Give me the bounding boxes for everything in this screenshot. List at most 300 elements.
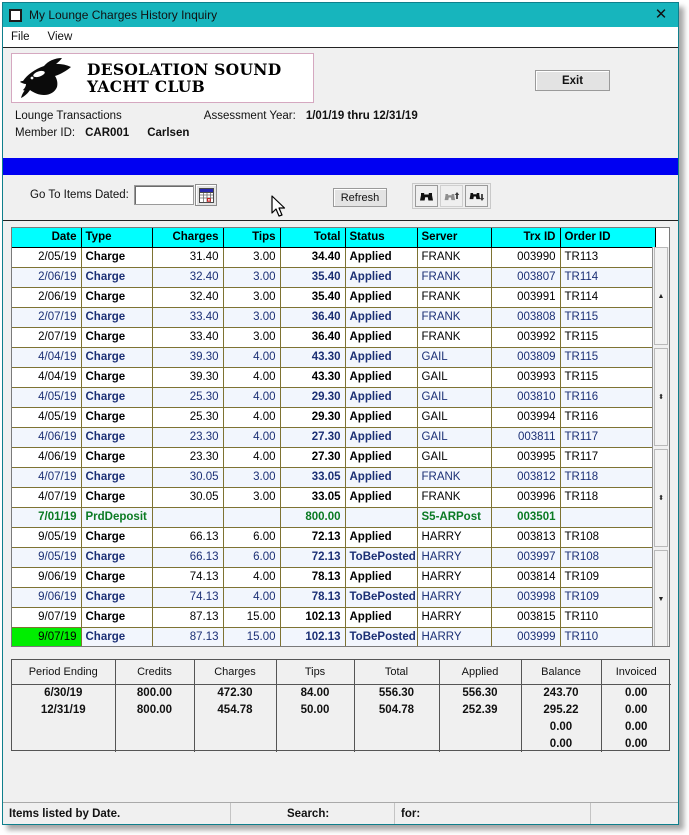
cell-tips: 4.00 [223, 567, 280, 587]
blue-divider-band [3, 158, 678, 175]
table-row[interactable] [12, 267, 655, 287]
cell-server: FRANK [417, 487, 491, 507]
cell-status: Applied [345, 487, 417, 507]
summary-table [12, 660, 671, 752]
status-for-label: for: [395, 803, 591, 824]
summary-cell-period: 6/30/19 [12, 684, 115, 701]
scroll-page-up-segment[interactable] [654, 348, 668, 446]
cell-charges: 87.13 [152, 607, 223, 627]
table-row[interactable] [12, 367, 655, 387]
cell-tips: 4.00 [223, 427, 280, 447]
status-message: Items listed by Date. [3, 803, 231, 824]
cell-date: 7/01/19 [12, 507, 81, 527]
cell-order-id: TR118 [560, 487, 655, 507]
grid-vertical-scrollbar[interactable] [652, 247, 669, 646]
scroll-down-arrow-icon: ▼ [657, 595, 665, 603]
find-previous-button[interactable] [440, 185, 463, 207]
cell-charges: 25.30 [152, 387, 223, 407]
cell-total: 29.30 [280, 387, 345, 407]
cell-date: 9/06/19 [12, 587, 81, 607]
cell-tips: 4.00 [223, 587, 280, 607]
binoculars-icon [419, 190, 434, 203]
calendar-icon [199, 188, 214, 203]
table-row[interactable] [12, 527, 655, 547]
find-button-group [412, 183, 491, 209]
summary-cell-invoiced: 0.00 [625, 737, 648, 750]
cell-total: 36.40 [280, 307, 345, 327]
window-restore-icon[interactable] [9, 9, 22, 22]
cell-order-id: TR115 [560, 307, 655, 327]
cell-date: 2/07/19 [12, 327, 81, 347]
cell-charges: 32.40 [152, 267, 223, 287]
summary-header-tips: Tips [276, 660, 354, 684]
summary-cell-tips [276, 718, 354, 735]
cell-trx-id: 003810 [491, 387, 560, 407]
cell-charges: 31.40 [152, 247, 223, 267]
summary-header-total: Total [354, 660, 439, 684]
cell-tips: 4.00 [223, 387, 280, 407]
cell-date: 4/05/19 [12, 407, 81, 427]
window-title: My Lounge Charges History Inquiry [29, 8, 218, 22]
summary-row [12, 718, 671, 735]
cell-date: 4/05/19 [12, 387, 81, 407]
cell-status: Applied [345, 367, 417, 387]
cell-server: GAIL [417, 367, 491, 387]
close-icon[interactable]: ✕ [654, 6, 668, 23]
cell-tips: 4.00 [223, 447, 280, 467]
cell-total: 34.40 [280, 247, 345, 267]
scroll-up-arrow-icon: ▲ [657, 292, 665, 300]
member-name: Carlsen [147, 127, 190, 139]
cell-type: Charge [81, 547, 152, 567]
table-body [12, 247, 655, 647]
cell-date: 4/06/19 [12, 447, 81, 467]
cell-status: Applied [345, 287, 417, 307]
cell-trx-id: 003813 [491, 527, 560, 547]
cell-order-id: TR116 [560, 387, 655, 407]
cell-total: 78.13 [280, 587, 345, 607]
summary-row [12, 684, 671, 701]
cell-trx-id: 003807 [491, 267, 560, 287]
cell-server: FRANK [417, 267, 491, 287]
cell-type: Charge [81, 467, 152, 487]
column-header-tips[interactable]: Tips [223, 228, 280, 247]
cell-server: HARRY [417, 587, 491, 607]
club-logo [11, 53, 314, 103]
cell-total: 102.13 [280, 627, 345, 647]
cell-date: 4/04/19 [12, 367, 81, 387]
transactions-table [12, 228, 656, 647]
club-name [87, 61, 282, 96]
summary-cell-credits [115, 735, 194, 752]
menu-bar [3, 27, 678, 48]
refresh-button[interactable]: Refresh [333, 188, 387, 207]
cell-date: 9/07/19 [12, 607, 81, 627]
cell-type: Charge [81, 327, 152, 347]
cell-status: ToBePosted [345, 587, 417, 607]
column-header-status[interactable]: Status [345, 228, 417, 247]
column-header-trx-id[interactable]: Trx ID [491, 228, 560, 247]
summary-body [12, 684, 671, 752]
cell-server: GAIL [417, 347, 491, 367]
summary-cell-invoiced: 0.00 [625, 703, 648, 716]
table-row[interactable] [12, 547, 655, 567]
cell-type: Charge [81, 387, 152, 407]
cell-server: FRANK [417, 287, 491, 307]
status-extra [591, 803, 678, 824]
find-button[interactable] [415, 185, 438, 207]
cell-server: GAIL [417, 407, 491, 427]
cell-trx-id: 003990 [491, 247, 560, 267]
transactions-label: Lounge Transactions [15, 110, 122, 122]
summary-cell-charges: 454.78 [194, 701, 276, 718]
cell-date: 4/07/19 [12, 487, 81, 507]
cell-date: 9/05/19 [12, 547, 81, 567]
cell-type: Charge [81, 527, 152, 547]
club-name-line2: YACHT CLUB [87, 77, 206, 96]
summary-cell-tips [276, 735, 354, 752]
calendar-picker-button[interactable] [195, 184, 217, 206]
cell-trx-id: 003811 [491, 427, 560, 447]
cell-trx-id: 003996 [491, 487, 560, 507]
table-row[interactable] [12, 247, 655, 267]
scroll-page-up-icon: ⬍ [658, 394, 664, 401]
header-band [3, 48, 678, 158]
cell-order-id: TR118 [560, 467, 655, 487]
cell-charges: 33.40 [152, 307, 223, 327]
table-row[interactable] [12, 327, 655, 347]
cell-status [345, 507, 417, 527]
table-row[interactable] [12, 507, 655, 527]
cell-tips: 4.00 [223, 367, 280, 387]
cell-type: Charge [81, 367, 152, 387]
cell-status: Applied [345, 447, 417, 467]
goto-date-label: Go To Items Dated: [30, 189, 129, 201]
summary-cell-applied [439, 718, 521, 735]
cell-status: Applied [345, 427, 417, 447]
cell-tips: 3.00 [223, 247, 280, 267]
cell-date: 9/07/19 [12, 627, 81, 647]
cell-order-id: TR110 [560, 607, 655, 627]
cell-status: ToBePosted [345, 547, 417, 567]
table-row[interactable] [12, 387, 655, 407]
cell-tips: 3.00 [223, 267, 280, 287]
cell-tips: 3.00 [223, 287, 280, 307]
cell-order-id: TR109 [560, 567, 655, 587]
column-header-charges[interactable]: Charges [152, 228, 223, 247]
exit-button[interactable]: Exit [535, 70, 610, 91]
summary-cell-total: 556.30 [354, 684, 439, 701]
summary-cell-period [12, 718, 115, 735]
member-info [15, 110, 418, 144]
cell-trx-id: 003501 [491, 507, 560, 527]
table-row[interactable] [12, 467, 655, 487]
cell-charges [152, 507, 223, 527]
cell-server: HARRY [417, 567, 491, 587]
cell-type: Charge [81, 307, 152, 327]
cell-total: 33.05 [280, 487, 345, 507]
summary-cell-credits: 800.00 [115, 684, 194, 701]
cell-total: 35.40 [280, 267, 345, 287]
cell-type: Charge [81, 287, 152, 307]
cell-type: Charge [81, 347, 152, 367]
club-name-line1: DESOLATION SOUND [87, 59, 282, 79]
cell-order-id: TR115 [560, 347, 655, 367]
cell-total: 72.13 [280, 527, 345, 547]
title-bar [3, 3, 678, 27]
cell-status: Applied [345, 567, 417, 587]
cell-tips: 15.00 [223, 627, 280, 647]
cell-server: FRANK [417, 247, 491, 267]
cell-tips: 15.00 [223, 607, 280, 627]
cell-type: Charge [81, 487, 152, 507]
assessment-year-label: Assessment Year: [203, 110, 296, 122]
cell-charges: 74.13 [152, 587, 223, 607]
cell-order-id: TR113 [560, 247, 655, 267]
summary-cell-period: 12/31/19 [12, 701, 115, 718]
cell-total: 33.05 [280, 467, 345, 487]
summary-cell-applied [439, 735, 521, 752]
summary-cell-tips: 84.00 [276, 684, 354, 701]
summary-cell-charges [194, 735, 276, 752]
cell-type: Charge [81, 607, 152, 627]
cell-server: HARRY [417, 607, 491, 627]
summary-cell-tips: 50.00 [276, 701, 354, 718]
cell-tips: 6.00 [223, 547, 280, 567]
cell-date: 9/05/19 [12, 527, 81, 547]
scroll-page-down-segment[interactable] [654, 449, 668, 547]
cell-tips: 4.00 [223, 347, 280, 367]
cell-tips: 3.00 [223, 467, 280, 487]
table-row[interactable] [12, 427, 655, 447]
assessment-year-value: 1/01/19 thru 12/31/19 [305, 110, 418, 122]
cell-status: Applied [345, 467, 417, 487]
scroll-down-segment[interactable] [654, 550, 668, 647]
cell-status: ToBePosted [345, 627, 417, 647]
column-header-order-id[interactable]: Order ID [560, 228, 655, 247]
summary-cell-period [12, 735, 115, 752]
cell-charges: 30.05 [152, 467, 223, 487]
summary-header-period: Period Ending [12, 660, 115, 684]
table-row[interactable] [12, 587, 655, 607]
cell-tips: 4.00 [223, 407, 280, 427]
cell-date: 4/06/19 [12, 427, 81, 447]
cell-charges: 66.13 [152, 547, 223, 567]
cell-order-id: TR114 [560, 267, 655, 287]
cell-order-id: TR110 [560, 627, 655, 647]
member-id-label: Member ID: [15, 127, 76, 139]
application-window [2, 2, 679, 825]
cell-tips: 3.00 [223, 307, 280, 327]
cell-status: Applied [345, 267, 417, 287]
cell-order-id: TR109 [560, 587, 655, 607]
cell-trx-id: 003998 [491, 587, 560, 607]
status-bar [3, 802, 678, 824]
cell-total: 27.30 [280, 427, 345, 447]
column-header-type[interactable]: Type [81, 228, 152, 247]
cell-charges: 23.30 [152, 447, 223, 467]
scroll-up-segment[interactable] [654, 247, 668, 345]
cell-trx-id: 003995 [491, 447, 560, 467]
scroll-page-down-icon: ⬍ [658, 495, 664, 502]
cell-trx-id: 003997 [491, 547, 560, 567]
cell-date: 4/04/19 [12, 347, 81, 367]
cell-charges: 30.05 [152, 487, 223, 507]
cell-order-id: TR117 [560, 447, 655, 467]
summary-cell-charges [194, 718, 276, 735]
summary-cell-invoiced: 0.00 [625, 720, 648, 733]
cell-trx-id: 003815 [491, 607, 560, 627]
summary-cell-invoiced: 0.00 [625, 686, 648, 699]
cell-order-id: TR115 [560, 367, 655, 387]
cell-order-id [560, 507, 655, 527]
table-row[interactable] [12, 447, 655, 467]
summary-header-charges: Charges [194, 660, 276, 684]
summary-cell-credits: 800.00 [115, 701, 194, 718]
summary-cell-applied: 252.39 [439, 701, 521, 718]
cell-total: 102.13 [280, 607, 345, 627]
cell-total: 29.30 [280, 407, 345, 427]
summary-cell-balance: 243.70 [521, 684, 601, 701]
table-row[interactable] [12, 347, 655, 367]
cell-trx-id: 003994 [491, 407, 560, 427]
cell-total: 36.40 [280, 327, 345, 347]
transactions-grid [11, 227, 670, 647]
summary-cell-balance: 0.00 [521, 735, 601, 752]
column-header-server[interactable]: Server [417, 228, 491, 247]
cell-server: GAIL [417, 447, 491, 467]
cell-server: GAIL [417, 427, 491, 447]
cell-server: FRANK [417, 327, 491, 347]
cell-total: 35.40 [280, 287, 345, 307]
cell-status: Applied [345, 247, 417, 267]
summary-cell-total: 504.78 [354, 701, 439, 718]
cell-charges: 25.30 [152, 407, 223, 427]
cell-type: Charge [81, 627, 152, 647]
cell-order-id: TR115 [560, 327, 655, 347]
summary-row [12, 701, 671, 718]
table-row[interactable] [12, 627, 655, 647]
goto-date-input[interactable] [134, 185, 194, 205]
cell-order-id: TR117 [560, 427, 655, 447]
cell-server: S5-ARPost [417, 507, 491, 527]
cell-server: HARRY [417, 547, 491, 567]
table-row[interactable] [12, 487, 655, 507]
summary-cell-charges: 472.30 [194, 684, 276, 701]
cell-order-id: TR114 [560, 287, 655, 307]
cell-tips: 3.00 [223, 487, 280, 507]
cell-tips: 3.00 [223, 327, 280, 347]
cell-trx-id: 003999 [491, 627, 560, 647]
summary-header-applied: Applied [439, 660, 521, 684]
cell-trx-id: 003993 [491, 367, 560, 387]
member-id-value: CAR001 [85, 127, 130, 139]
orca-whale-icon [17, 57, 81, 99]
cell-status: Applied [345, 327, 417, 347]
summary-header-credits: Credits [115, 660, 194, 684]
summary-cell-balance: 0.00 [521, 718, 601, 735]
column-header-date[interactable]: Date [12, 228, 81, 247]
column-header-total[interactable]: Total [280, 228, 345, 247]
cell-charges: 87.13 [152, 627, 223, 647]
status-search-label: Search: [231, 803, 395, 824]
cell-date: 2/06/19 [12, 267, 81, 287]
cell-charges: 23.30 [152, 427, 223, 447]
cell-type: Charge [81, 407, 152, 427]
cell-total: 78.13 [280, 567, 345, 587]
find-next-button[interactable] [465, 185, 488, 207]
cell-charges: 74.13 [152, 567, 223, 587]
cell-server: GAIL [417, 387, 491, 407]
summary-cell-balance: 295.22 [521, 701, 601, 718]
cell-charges: 39.30 [152, 367, 223, 387]
cell-status: Applied [345, 387, 417, 407]
cell-trx-id: 003812 [491, 467, 560, 487]
summary-header-row [12, 660, 671, 684]
menu-item-file[interactable]: File [11, 31, 30, 43]
summary-header-invoiced: Invoiced [601, 660, 671, 684]
table-row[interactable] [12, 407, 655, 427]
cell-total: 800.00 [280, 507, 345, 527]
summary-row [12, 735, 671, 752]
cell-server: FRANK [417, 467, 491, 487]
cell-trx-id: 003808 [491, 307, 560, 327]
summary-header-balance: Balance [521, 660, 601, 684]
cell-server: HARRY [417, 627, 491, 647]
cell-status: Applied [345, 307, 417, 327]
cell-trx-id: 003992 [491, 327, 560, 347]
cell-charges: 33.40 [152, 327, 223, 347]
cell-total: 72.13 [280, 547, 345, 567]
cell-type: Charge [81, 247, 152, 267]
menu-item-view[interactable]: View [47, 31, 73, 43]
cell-server: FRANK [417, 307, 491, 327]
summary-cell-total [354, 735, 439, 752]
summary-cell-total [354, 718, 439, 735]
cell-date: 9/06/19 [12, 567, 81, 587]
table-row[interactable] [12, 607, 655, 627]
cell-status: Applied [345, 347, 417, 367]
cell-trx-id: 003991 [491, 287, 560, 307]
period-summary [11, 659, 670, 751]
binoculars-down-icon [469, 190, 485, 203]
toolbar [3, 175, 678, 221]
table-header-row [12, 228, 655, 247]
table-row[interactable] [12, 287, 655, 307]
cell-type: Charge [81, 427, 152, 447]
cell-trx-id: 003814 [491, 567, 560, 587]
cell-total: 27.30 [280, 447, 345, 467]
cell-tips: 6.00 [223, 527, 280, 547]
summary-cell-applied: 556.30 [439, 684, 521, 701]
cell-charges: 32.40 [152, 287, 223, 307]
table-row[interactable] [12, 307, 655, 327]
cell-date: 2/07/19 [12, 307, 81, 327]
cell-date: 4/07/19 [12, 467, 81, 487]
cell-date: 2/06/19 [12, 287, 81, 307]
cell-trx-id: 003809 [491, 347, 560, 367]
table-row[interactable] [12, 567, 655, 587]
binoculars-up-icon [444, 190, 460, 203]
cell-status: Applied [345, 527, 417, 547]
cell-total: 43.30 [280, 347, 345, 367]
cell-server: HARRY [417, 527, 491, 547]
cell-charges: 39.30 [152, 347, 223, 367]
cell-status: Applied [345, 407, 417, 427]
cell-date: 2/05/19 [12, 247, 81, 267]
cell-type: PrdDeposit [81, 507, 152, 527]
cell-type: Charge [81, 567, 152, 587]
